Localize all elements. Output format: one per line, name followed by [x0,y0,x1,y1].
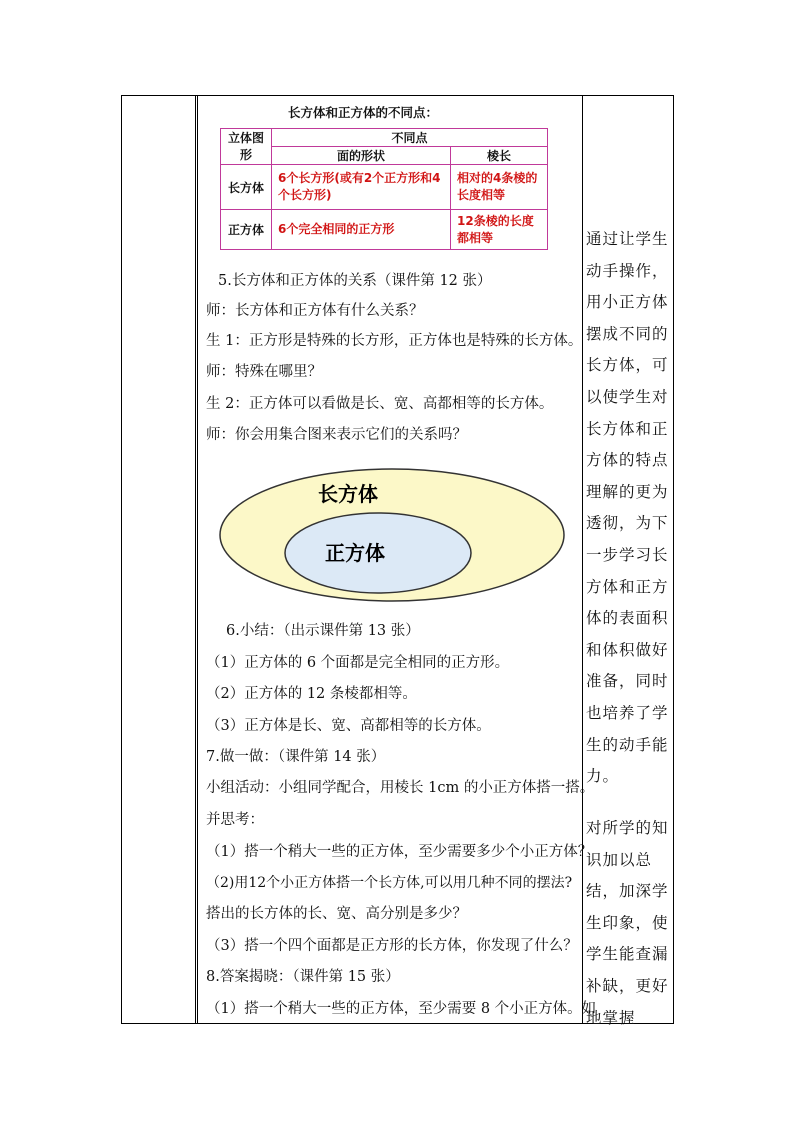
row-shape: 长方体 [221,165,272,210]
comparison-title: 长方体和正方体的不同点： [288,105,439,120]
header-face: 面的形状 [272,147,451,165]
text-line: 8.答案揭晓：（课件第 15 张） [206,969,400,985]
text-line: （2）正方体的 12 条棱都相等。 [206,686,417,702]
text-line: 搭出的长方体的长、宽、高分别是多少？ [206,906,467,922]
inner-set-label: 正方体 [325,541,385,565]
row-face: 6个完全相同的正方形 [272,210,451,250]
remark-second: 对所学的知识加以总结，加深学生印象，使学生能查漏补缺，更好地掌握 [586,819,669,1027]
text-line: 7.做一做：（课件第 14 张） [206,749,386,765]
text-line: 师：特殊在哪里？ [206,364,322,380]
remark-first: 通过让学生动手操作，用小正方体摆成不同的长方体，可以使学生对长方体和正方体的特点理解的更为透彻，为下一步学习长方体和正方体的表面积和体积做好准备，同时也培养了学生的动手能力。 [586,230,669,786]
text-line: 小组活动：小组同学配合，用棱长 1cm 的小正方体搭一搭。 [206,780,595,796]
text-line: （1）正方体的 6 个面都是完全相同的正方形。 [206,655,510,671]
text-line: 师：长方体和正方体有什么关系？ [206,303,424,319]
row-face: 6个长方形(或有2个正方形和4个长方形) [272,165,451,210]
text-line: 并思考： [206,812,264,828]
main-content [198,95,597,1024]
comparison-table [220,128,548,250]
text-line: （2)用12个小正方体搭一个长方体,可以用几种不同的摆法? [206,875,573,891]
text-line: （3）搭一个四个面都是正方形的长方体，你发现了什么？ [206,938,578,954]
row-shape: 正方体 [221,210,272,250]
outer-set-label: 长方体 [318,482,378,506]
header-group: 不同点 [272,129,548,147]
row-edge: 12条棱的长度都相等 [451,210,548,250]
column-divider-1 [195,95,196,1024]
text-line: （1）搭一个稍大一些的正方体，至少需要 8 个小正方体。如 [206,1001,597,1017]
text-line: 5.长方体和正方体的关系（课件第 12 张） [218,273,492,289]
set-diagram [218,467,566,603]
text-line: 生 2：正方体可以看做是长、宽、高都相等的长方体。 [206,396,554,412]
text-line: （1）搭一个稍大一些的正方体，至少需要多少个小正方体？ [206,844,593,860]
text-line: （3）正方体是长、宽、高都相等的长方体。 [206,718,491,734]
text-line: 6.小结：（出示课件第 13 张） [226,623,420,639]
header-shape: 立体图形 [221,129,272,165]
header-edge: 棱长 [451,147,548,165]
text-line: 师：你会用集合图来表示它们的关系吗？ [206,427,467,443]
text-line: 生 1：正方形是特殊的长方形，正方体也是特殊的长方体。 [206,333,583,349]
row-edge: 相对的4条棱的长度相等 [451,165,548,210]
column-divider-2 [582,95,583,1024]
